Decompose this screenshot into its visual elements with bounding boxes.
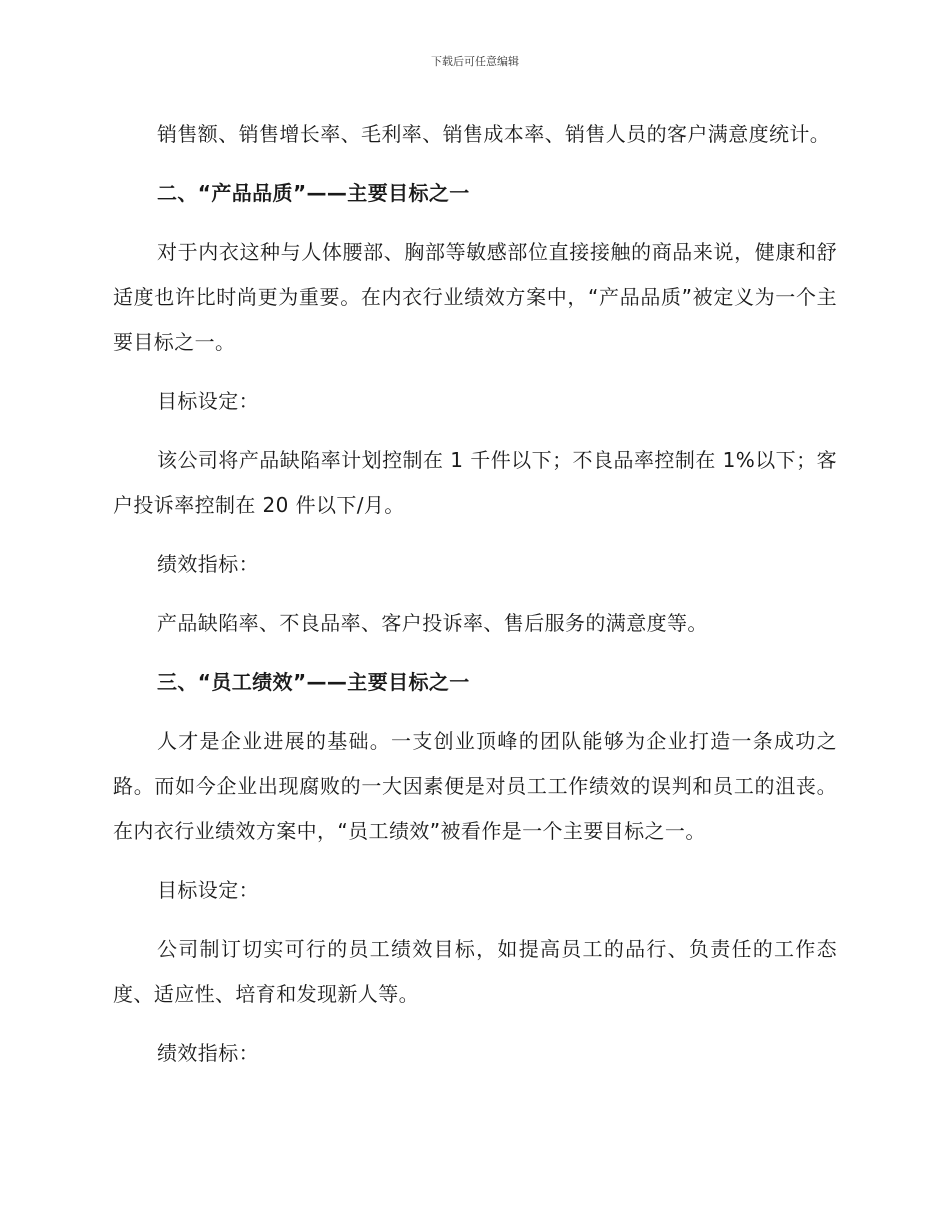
paragraph-target-setting-label: 目标设定： [157, 389, 259, 413]
paragraph-quality-targets: 该公司将产品缺陷率计划控制在 1 千件以下；不良品率控制在 1%以下；客户投诉率控制在 20 件以下/月。 [113, 448, 837, 517]
paragraph-kpi-label-2: 绩效指标： [157, 1041, 259, 1065]
paragraph-sales-metrics: 销售额、销售增长率、毛利率、销售成本率、销售人员的客户满意度统计。 [157, 122, 831, 146]
paragraph-quality-kpis: 产品缺陷率、不良品率、客户投诉率、售后服务的满意度等。 [157, 611, 708, 635]
section-heading-product-quality: 二、“产品品质”——主要目标之一 [157, 181, 470, 205]
section-heading-employee-performance: 三、“员工绩效”——主要目标之一 [157, 670, 470, 694]
paragraph-kpi-label: 绩效指标： [157, 552, 259, 576]
document-body [113, 112, 837, 1090]
paragraph-employee-targets: 公司制订切实可行的员工绩效目标，如提高员工的品行、负责任的工作态度、适应性、培育和发现新人等。 [113, 937, 837, 1006]
page-header: 下载后可任意编辑 [431, 55, 519, 68]
paragraph-target-setting-label-2: 目标设定： [157, 878, 259, 902]
paragraph-employee-intro: 人才是企业进展的基础。一支创业顶峰的团队能够为企业打造一条成功之路。而如今企业出现腐败的一大因素便是对员工工作绩效的误判和员工的沮丧。在内衣行业绩效方案中，“员工绩效”被看作是一个主要目标之一。 [113, 729, 837, 843]
paragraph-product-quality-intro: 对于内衣这种与人体腰部、胸部等敏感部位直接接触的商品来说，健康和舒适度也许比时尚更为重要。在内衣行业绩效方案中，“产品品质”被定义为一个主要目标之一。 [113, 240, 837, 354]
